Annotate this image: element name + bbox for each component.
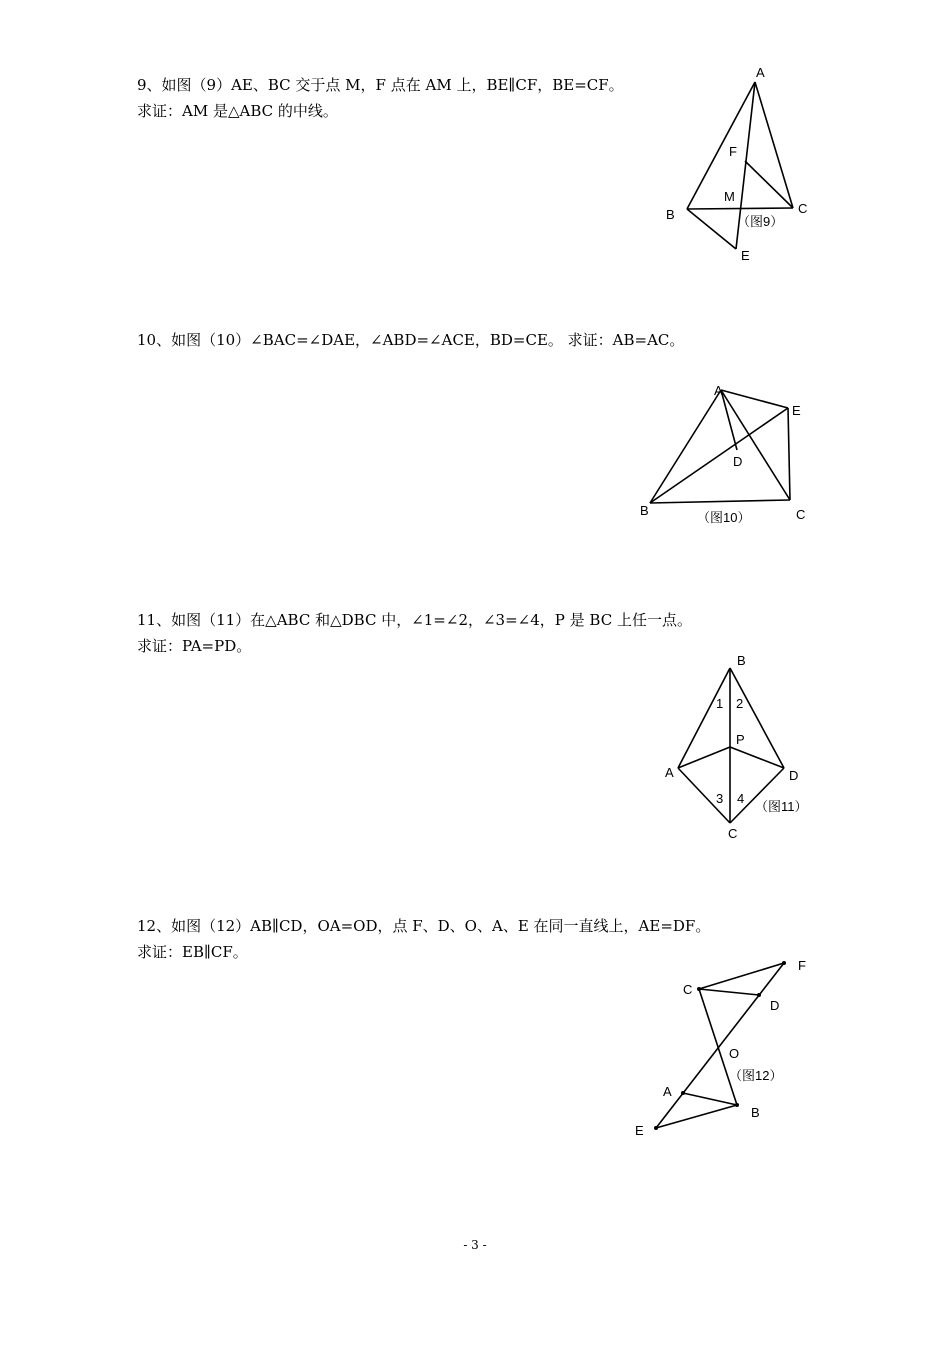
label-p-11: P (736, 732, 745, 747)
label-a-11: A (665, 765, 674, 780)
angle-3-label: 3 (716, 791, 724, 806)
page-number: - 3 - (463, 1238, 487, 1252)
segment-ba-11 (678, 668, 730, 768)
label-f-12: F (798, 958, 806, 973)
point-c-12 (697, 987, 701, 991)
point-a-12 (681, 1091, 685, 1095)
segment-eb-12 (656, 1105, 737, 1128)
problem-11-statement: 11、如图（11）在△ABC 和△DBC 中，∠1=∠2，∠3=∠4，P 是 BC 上任一点。 (137, 611, 692, 629)
problem-12-statement: 12、如图（12）AB∥CD，OA=OD，点 F、D、O、A、E 在同一直线上，AE=DF。 (137, 917, 711, 935)
angle-1-label: 1 (716, 696, 724, 711)
label-c-12: C (683, 982, 693, 997)
segment-fe-12 (656, 963, 784, 1128)
segment-ab-10 (650, 390, 721, 503)
label-f: F (729, 144, 737, 159)
problem-11-prove: 求证：PA=PD。 (137, 637, 252, 655)
segment-ad-10 (721, 390, 737, 450)
point-e-12 (654, 1126, 658, 1130)
label-a-10: A (714, 383, 723, 398)
label-b: B (666, 207, 675, 222)
label-c-10: C (796, 507, 806, 522)
segment-cd-12 (699, 989, 759, 995)
label-c: C (798, 201, 808, 216)
segment-be (687, 209, 736, 249)
label-d-12: D (770, 998, 780, 1013)
label-b-12: B (751, 1105, 760, 1120)
problem-10-statement: 10、如图（10）∠BAC=∠DAE，∠ABD=∠ACE，BD=CE。 求证：AB=AC。 (137, 331, 685, 349)
segment-ab (687, 82, 755, 209)
label-m: M (724, 189, 735, 204)
figure-12-caption: （图12） (729, 1068, 783, 1083)
label-e: E (741, 248, 750, 263)
segment-bd-11 (730, 668, 784, 768)
figure-10-caption: （图10） (697, 510, 751, 525)
label-c-11: C (728, 826, 738, 841)
segment-fc-12 (699, 963, 784, 989)
segment-bc (687, 208, 793, 209)
point-f-12 (782, 961, 786, 965)
label-o-12: O (729, 1046, 740, 1061)
point-b-12 (735, 1103, 739, 1107)
angle-2-label: 2 (736, 696, 744, 711)
point-d-12 (757, 993, 761, 997)
label-a-12: A (663, 1084, 672, 1099)
segment-ec-10 (788, 408, 790, 500)
label-e-10: E (792, 403, 801, 418)
segment-be-10 (650, 408, 788, 503)
problem-12-prove: 求证：EB∥CF。 (137, 943, 248, 961)
angle-4-label: 4 (737, 791, 745, 806)
segment-dp-11 (730, 747, 784, 768)
segment-ap-11 (678, 747, 730, 768)
label-d-11: D (789, 768, 799, 783)
label-b-10: B (640, 503, 649, 518)
problem-9-statement: 9、如图（9）AE、BC 交于点 M，F 点在 AM 上，BE∥CF，BE=CF。 (137, 76, 624, 94)
segment-ab-12 (683, 1093, 737, 1105)
label-a: A (756, 65, 765, 80)
problem-9-prove: 求证：AM 是△ABC 的中线。 (137, 102, 338, 120)
label-d-10: D (733, 454, 743, 469)
segment-bc-10 (650, 500, 790, 503)
figure-9-caption: （图9） (737, 214, 784, 229)
label-b-11: B (737, 653, 746, 668)
figure-11-caption: （图11） (755, 799, 808, 814)
label-e-12: E (635, 1123, 644, 1138)
